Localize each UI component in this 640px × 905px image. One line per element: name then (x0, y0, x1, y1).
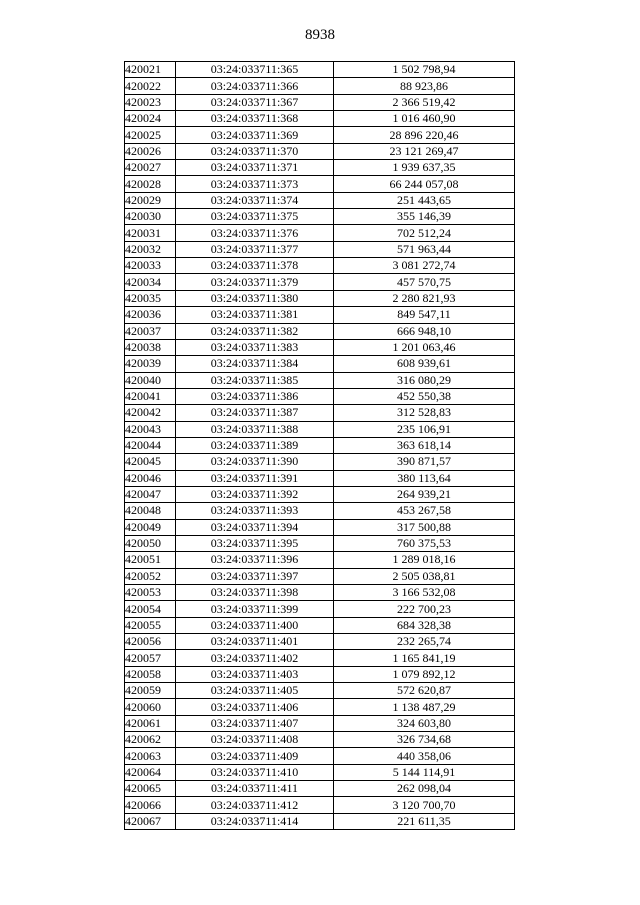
row-number-cell: 420049 (125, 519, 176, 535)
table-row (125, 650, 515, 666)
cadastral-number-cell: 03:24:033711:410 (176, 764, 334, 780)
row-number-cell: 420028 (125, 176, 176, 192)
row-number-cell: 420066 (125, 797, 176, 813)
table-row (125, 274, 515, 290)
cadastral-number-cell: 03:24:033711:411 (176, 781, 334, 797)
row-number-cell: 420046 (125, 470, 176, 486)
row-number-cell: 420050 (125, 535, 176, 551)
table-row (125, 764, 515, 780)
row-number-cell: 420067 (125, 813, 176, 829)
cadastral-number-cell: 03:24:033711:391 (176, 470, 334, 486)
cadastral-number-cell: 03:24:033711:379 (176, 274, 334, 290)
row-number-cell: 420039 (125, 356, 176, 372)
cadastral-number-cell: 03:24:033711:401 (176, 634, 334, 650)
row-number-cell: 420061 (125, 715, 176, 731)
table-row (125, 715, 515, 731)
cadastral-number-cell: 03:24:033711:381 (176, 307, 334, 323)
row-number-cell: 420031 (125, 225, 176, 241)
cadastral-number-cell: 03:24:033711:390 (176, 454, 334, 470)
cadastral-number-cell: 03:24:033711:368 (176, 111, 334, 127)
row-number-cell: 420036 (125, 307, 176, 323)
cadastral-number-cell: 03:24:033711:407 (176, 715, 334, 731)
row-number-cell: 420064 (125, 764, 176, 780)
table-row (125, 160, 515, 176)
cadastral-number-cell: 03:24:033711:403 (176, 666, 334, 682)
row-number-cell: 420044 (125, 437, 176, 453)
cadastral-value-cell: 849 547,11 (334, 307, 515, 323)
cadastral-value-cell: 232 265,74 (334, 634, 515, 650)
row-number-cell: 420065 (125, 781, 176, 797)
cadastral-number-cell: 03:24:033711:369 (176, 127, 334, 143)
row-number-cell: 420034 (125, 274, 176, 290)
cadastral-number-cell: 03:24:033711:371 (176, 160, 334, 176)
row-number-cell: 420048 (125, 503, 176, 519)
cadastral-number-cell: 03:24:033711:384 (176, 356, 334, 372)
row-number-cell: 420045 (125, 454, 176, 470)
table-row (125, 241, 515, 257)
cadastral-number-cell: 03:24:033711:388 (176, 421, 334, 437)
cadastral-number-cell: 03:24:033711:394 (176, 519, 334, 535)
cadastral-value-cell: 666 948,10 (334, 323, 515, 339)
cadastral-number-cell: 03:24:033711:397 (176, 568, 334, 584)
cadastral-value-cell: 28 896 220,46 (334, 127, 515, 143)
table-row (125, 781, 515, 797)
cadastral-number-cell: 03:24:033711:396 (176, 552, 334, 568)
row-number-cell: 420038 (125, 339, 176, 355)
cadastral-number-cell: 03:24:033711:414 (176, 813, 334, 829)
row-number-cell: 420058 (125, 666, 176, 682)
cadastral-value-cell: 1 079 892,12 (334, 666, 515, 682)
cadastral-value-cell: 1 016 460,90 (334, 111, 515, 127)
cadastral-number-cell: 03:24:033711:393 (176, 503, 334, 519)
table-row (125, 634, 515, 650)
table-row (125, 290, 515, 306)
cadastral-value-cell: 324 603,80 (334, 715, 515, 731)
table-row (125, 192, 515, 208)
row-number-cell: 420056 (125, 634, 176, 650)
cadastral-value-cell: 66 244 057,08 (334, 176, 515, 192)
cadastral-value-cell: 1 289 018,16 (334, 552, 515, 568)
table-row (125, 552, 515, 568)
table-row (125, 94, 515, 110)
table-row (125, 421, 515, 437)
cadastral-number-cell: 03:24:033711:389 (176, 437, 334, 453)
cadastral-number-cell: 03:24:033711:367 (176, 94, 334, 110)
table-row (125, 535, 515, 551)
table-row (125, 372, 515, 388)
row-number-cell: 420030 (125, 209, 176, 225)
table-row (125, 666, 515, 682)
table-row (125, 356, 515, 372)
cadastral-value-cell: 440 358,06 (334, 748, 515, 764)
row-number-cell: 420053 (125, 585, 176, 601)
table-row (125, 486, 515, 502)
cadastral-value-cell: 3 081 272,74 (334, 258, 515, 274)
cadastral-number-cell: 03:24:033711:378 (176, 258, 334, 274)
table-row (125, 111, 515, 127)
row-number-cell: 420033 (125, 258, 176, 274)
cadastral-value-cell: 221 611,35 (334, 813, 515, 829)
cadastral-number-cell: 03:24:033711:366 (176, 78, 334, 94)
row-number-cell: 420025 (125, 127, 176, 143)
row-number-cell: 420023 (125, 94, 176, 110)
table-row (125, 143, 515, 159)
table-row (125, 339, 515, 355)
row-number-cell: 420026 (125, 143, 176, 159)
cadastral-value-cell: 1 502 798,94 (334, 62, 515, 78)
cadastral-value-cell: 457 570,75 (334, 274, 515, 290)
cadastral-number-cell: 03:24:033711:377 (176, 241, 334, 257)
cadastral-value-cell: 1 939 637,35 (334, 160, 515, 176)
table-row (125, 225, 515, 241)
table-row (125, 307, 515, 323)
table-row (125, 323, 515, 339)
cadastral-number-cell: 03:24:033711:406 (176, 699, 334, 715)
cadastral-value-cell: 355 146,39 (334, 209, 515, 225)
cadastral-value-cell: 684 328,38 (334, 617, 515, 633)
table-row (125, 617, 515, 633)
table-row (125, 127, 515, 143)
cadastral-value-cell: 380 113,64 (334, 470, 515, 486)
cadastral-number-cell: 03:24:033711:398 (176, 585, 334, 601)
table-row (125, 601, 515, 617)
cadastral-number-cell: 03:24:033711:408 (176, 732, 334, 748)
cadastral-value-cell: 251 443,65 (334, 192, 515, 208)
cadastral-number-cell: 03:24:033711:380 (176, 290, 334, 306)
cadastral-value-cell: 264 939,21 (334, 486, 515, 502)
table-row (125, 503, 515, 519)
cadastral-value-cell: 2 505 038,81 (334, 568, 515, 584)
row-number-cell: 420051 (125, 552, 176, 568)
row-number-cell: 420042 (125, 405, 176, 421)
cadastral-value-cell: 571 963,44 (334, 241, 515, 257)
table-row (125, 209, 515, 225)
table-row (125, 519, 515, 535)
row-number-cell: 420055 (125, 617, 176, 633)
cadastral-number-cell: 03:24:033711:402 (176, 650, 334, 666)
table-row (125, 470, 515, 486)
cadastral-number-cell: 03:24:033711:375 (176, 209, 334, 225)
table-row (125, 732, 515, 748)
row-number-cell: 420027 (125, 160, 176, 176)
cadastral-number-cell: 03:24:033711:382 (176, 323, 334, 339)
table-row (125, 78, 515, 94)
cadastral-number-cell: 03:24:033711:405 (176, 683, 334, 699)
row-number-cell: 420037 (125, 323, 176, 339)
cadastral-number-cell: 03:24:033711:370 (176, 143, 334, 159)
table-row (125, 388, 515, 404)
cadastral-number-cell: 03:24:033711:383 (176, 339, 334, 355)
row-number-cell: 420032 (125, 241, 176, 257)
row-number-cell: 420060 (125, 699, 176, 715)
table-body (125, 62, 515, 830)
row-number-cell: 420043 (125, 421, 176, 437)
cadastral-value-cell: 608 939,61 (334, 356, 515, 372)
row-number-cell: 420059 (125, 683, 176, 699)
cadastral-value-cell: 702 512,24 (334, 225, 515, 241)
cadastral-value-cell: 760 375,53 (334, 535, 515, 551)
cadastral-value-cell: 572 620,87 (334, 683, 515, 699)
cadastral-number-cell: 03:24:033711:376 (176, 225, 334, 241)
table-row (125, 568, 515, 584)
row-number-cell: 420021 (125, 62, 176, 78)
cadastral-value-cell: 363 618,14 (334, 437, 515, 453)
cadastral-value-cell: 317 500,88 (334, 519, 515, 535)
table-row (125, 748, 515, 764)
cadastral-number-cell: 03:24:033711:392 (176, 486, 334, 502)
cadastral-number-cell: 03:24:033711:374 (176, 192, 334, 208)
cadastral-number-cell: 03:24:033711:385 (176, 372, 334, 388)
table-row (125, 62, 515, 78)
row-number-cell: 420063 (125, 748, 176, 764)
row-number-cell: 420054 (125, 601, 176, 617)
table-row (125, 585, 515, 601)
cadastral-number-cell: 03:24:033711:399 (176, 601, 334, 617)
cadastral-value-cell: 1 165 841,19 (334, 650, 515, 666)
cadastral-value-cell: 88 923,86 (334, 78, 515, 94)
table-row (125, 813, 515, 829)
table-row (125, 176, 515, 192)
cadastral-value-cell: 235 106,91 (334, 421, 515, 437)
table-row (125, 699, 515, 715)
table-row (125, 683, 515, 699)
cadastral-number-cell: 03:24:033711:400 (176, 617, 334, 633)
cadastral-value-cell: 3 120 700,70 (334, 797, 515, 813)
cadastral-value-cell: 312 528,83 (334, 405, 515, 421)
cadastral-number-cell: 03:24:033711:386 (176, 388, 334, 404)
row-number-cell: 420062 (125, 732, 176, 748)
page-number: 8938 (305, 27, 335, 43)
cadastral-value-cell: 453 267,58 (334, 503, 515, 519)
cadastral-value-table (124, 61, 515, 830)
cadastral-value-cell: 23 121 269,47 (334, 143, 515, 159)
row-number-cell: 420022 (125, 78, 176, 94)
table-row (125, 454, 515, 470)
cadastral-number-cell: 03:24:033711:387 (176, 405, 334, 421)
cadastral-value-cell: 390 871,57 (334, 454, 515, 470)
cadastral-number-cell: 03:24:033711:395 (176, 535, 334, 551)
row-number-cell: 420047 (125, 486, 176, 502)
table-row (125, 405, 515, 421)
cadastral-value-cell: 5 144 114,91 (334, 764, 515, 780)
cadastral-number-cell: 03:24:033711:412 (176, 797, 334, 813)
row-number-cell: 420024 (125, 111, 176, 127)
row-number-cell: 420035 (125, 290, 176, 306)
cadastral-value-cell: 452 550,38 (334, 388, 515, 404)
cadastral-number-cell: 03:24:033711:365 (176, 62, 334, 78)
cadastral-value-cell: 2 366 519,42 (334, 94, 515, 110)
cadastral-value-cell: 1 138 487,29 (334, 699, 515, 715)
cadastral-value-cell: 326 734,68 (334, 732, 515, 748)
table-row (125, 797, 515, 813)
cadastral-number-cell: 03:24:033711:409 (176, 748, 334, 764)
table-row (125, 437, 515, 453)
cadastral-value-cell: 262 098,04 (334, 781, 515, 797)
cadastral-value-cell: 3 166 532,08 (334, 585, 515, 601)
row-number-cell: 420057 (125, 650, 176, 666)
row-number-cell: 420029 (125, 192, 176, 208)
cadastral-number-cell: 03:24:033711:373 (176, 176, 334, 192)
row-number-cell: 420041 (125, 388, 176, 404)
row-number-cell: 420040 (125, 372, 176, 388)
cadastral-value-cell: 2 280 821,93 (334, 290, 515, 306)
cadastral-value-cell: 1 201 063,46 (334, 339, 515, 355)
cadastral-value-cell: 316 080,29 (334, 372, 515, 388)
table-row (125, 258, 515, 274)
row-number-cell: 420052 (125, 568, 176, 584)
cadastral-value-cell: 222 700,23 (334, 601, 515, 617)
